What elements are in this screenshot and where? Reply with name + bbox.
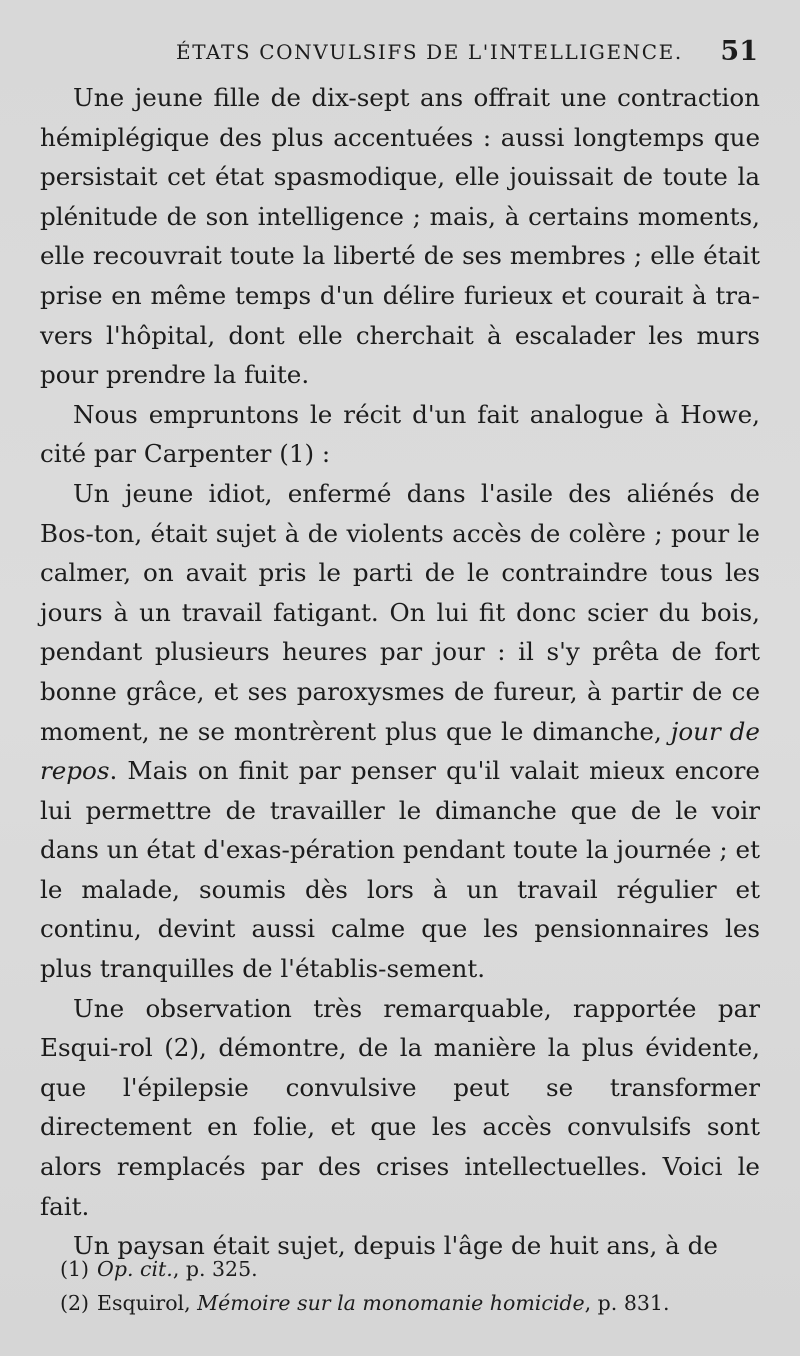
footnote-mark: (2)	[60, 1291, 90, 1315]
footnotes	[60, 1252, 760, 1320]
italic-phrase: jour de repos	[40, 716, 760, 786]
footnote-author: Esquirol,	[97, 1291, 198, 1315]
paragraph-text: . Mais on finit par penser qu'il valait mieux encore lui permettre de travailler le dimanche que de le voir dans un état d'exas-pération pendant toute la journée ; et le malade, soumis dès lors à un travail régulier et continu, devint aussi calme que les pensionnaires les plus tranquilles de l'établis-sement.	[40, 756, 760, 984]
footnote-mark: (1)	[60, 1257, 90, 1281]
paragraph	[40, 474, 760, 989]
paragraph: Nous empruntons le récit d'un fait analogue à Howe, cité par Carpenter (1) :	[40, 399, 760, 469]
footnote-text: , p. 831.	[584, 1291, 670, 1315]
footnote-reference: Op. cit.	[97, 1257, 173, 1281]
footnote-1	[60, 1252, 760, 1286]
footnote-2	[60, 1286, 760, 1320]
paragraph: Une observation très remarquable, rapportée par Esqui-rol (2), démontre, de la manière la plus évidente, que l'épilepsie convulsive peut se transformer directement en folie, et que les accès convulsifs sont alors remplacés par des crises intellectuelles. Voici le fait.	[40, 993, 760, 1221]
paragraph: Un paysan était sujet, depuis l'âge de huit ans, à de	[73, 1231, 718, 1261]
running-title: ÉTATS CONVULSIFS DE L'INTELLIGENCE.	[176, 40, 683, 64]
body-text	[40, 78, 760, 1266]
footnote-text: , p. 325.	[172, 1257, 258, 1281]
running-header	[40, 36, 762, 76]
page-number: 51	[720, 36, 758, 67]
paragraph: Une jeune fille de dix-sept ans offrait une contraction hémiplégique des plus accentuées : aussi longtemps que persistait cet état spasmodique, elle jouissait de toute la plénitude de son intelligence ; mais, à certains moments, elle recouvrait toute la liberté de ses membres ; elle était prise en même temps d'un délire furieux et courait à tra-vers l'hôpital, dont elle cherchait à escalader les murs pour prendre la fuite.	[40, 83, 760, 390]
paragraph-text: Un jeune idiot, enfermé dans l'asile des aliénés de Bos-ton, était sujet à de violents accès de colère ; pour le calmer, on avait pris le parti de le contraindre tous les jours à un travail fatigant. On lui fit donc scier du bois, pendant plusieurs heures par jour : il s'y prêta de fort bonne grâce, et ses paroxysmes de fureur, à partir de ce moment, ne se montrèrent plus que le dimanche,	[40, 478, 760, 746]
footnote-reference: Mémoire sur la monomanie homicide	[197, 1291, 585, 1315]
